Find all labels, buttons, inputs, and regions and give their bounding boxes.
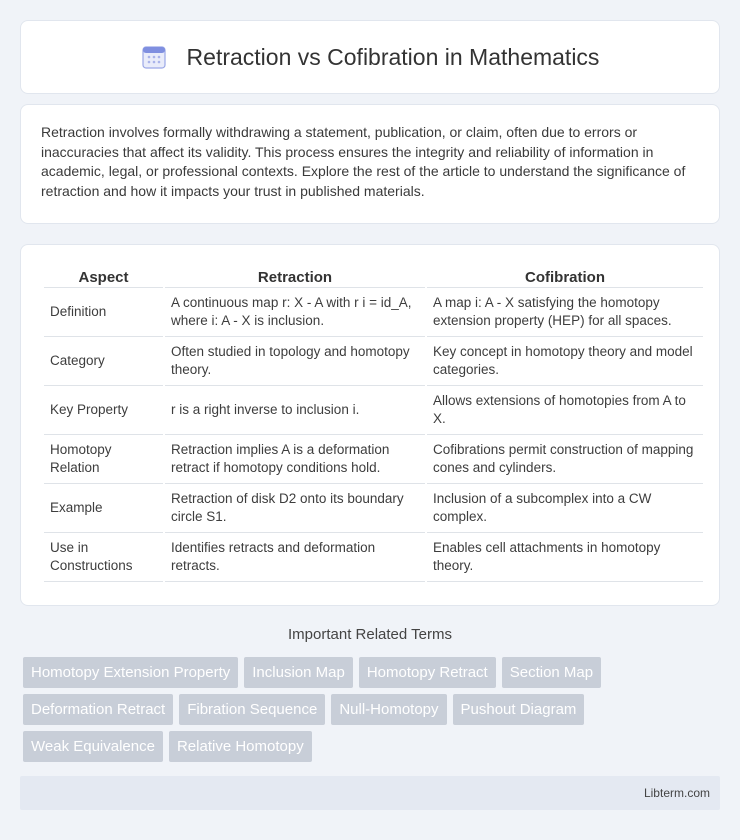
related-term-tag[interactable]: Pushout Diagram (453, 694, 585, 725)
table-cell: Use in Constructions (44, 533, 163, 582)
comparison-table (42, 265, 705, 582)
table-cell: Key Property (44, 386, 163, 435)
footer-site-link[interactable]: Libterm.com (643, 786, 710, 800)
calendar-icon (141, 44, 167, 70)
table-cell: Category (44, 337, 163, 386)
related-terms-title: Important Related Terms (288, 626, 452, 643)
column-header: Retraction (165, 265, 425, 288)
header-card (20, 20, 720, 94)
table-cell: Homotopy Relation (44, 435, 163, 484)
related-term-tag[interactable]: Relative Homotopy (169, 731, 312, 762)
table-cell: A map i: A - X satisfying the homotopy extension property (HEP) for all spaces. (427, 288, 703, 337)
related-terms-list (23, 657, 723, 768)
related-term-tag[interactable]: Inclusion Map (244, 657, 353, 688)
comparison-card (20, 244, 720, 606)
table-row (44, 386, 703, 435)
table-row (44, 435, 703, 484)
related-term-tag[interactable]: Section Map (502, 657, 601, 688)
table-cell: Example (44, 484, 163, 533)
table-cell: Often studied in topology and homotopy theory. (165, 337, 425, 386)
column-header: Cofibration (427, 265, 703, 288)
intro-text: Retraction involves formally withdrawing a statement, publication, or claim, often due to errors or inaccuracies that affect its validity. This process ensures the integrity and reliability of information in academic, legal, or professional contexts. Explore the rest of the article to understand the significance of retraction and how it impacts your trust in published materials. (41, 124, 686, 199)
page-title: Retraction vs Cofibration in Mathematics (186, 43, 600, 70)
table-cell: Allows extensions of homotopies from A to X. (427, 386, 703, 435)
related-term-tag[interactable]: Homotopy Retract (359, 657, 496, 688)
table-row (44, 288, 703, 337)
related-term-tag[interactable]: Deformation Retract (23, 694, 173, 725)
table-cell: Cofibrations permit construction of mapping cones and cylinders. (427, 435, 703, 484)
related-term-tag[interactable]: Null-Homotopy (331, 694, 446, 725)
table-row (44, 484, 703, 533)
table-cell: Enables cell attachments in homotopy theory. (427, 533, 703, 582)
table-cell: Definition (44, 288, 163, 337)
table-cell: r is a right inverse to inclusion i. (165, 386, 425, 435)
table-cell: A continuous map r: X - A with r i = id_A, where i: A - X is inclusion. (165, 288, 425, 337)
table-cell: Retraction implies A is a deformation retract if homotopy conditions hold. (165, 435, 425, 484)
table-cell: Retraction of disk D2 onto its boundary circle S1. (165, 484, 425, 533)
related-term-tag[interactable]: Fibration Sequence (179, 694, 325, 725)
table-cell: Key concept in homotopy theory and model categories. (427, 337, 703, 386)
related-term-tag[interactable]: Weak Equivalence (23, 731, 163, 762)
related-term-tag[interactable]: Homotopy Extension Property (23, 657, 238, 688)
table-header-row (44, 265, 703, 288)
table-cell: Identifies retracts and deformation retracts. (165, 533, 425, 582)
table-row (44, 533, 703, 582)
table-row (44, 337, 703, 386)
intro-card (20, 104, 720, 224)
column-header: Aspect (44, 265, 163, 288)
table-cell: Inclusion of a subcomplex into a CW complex. (427, 484, 703, 533)
footer (20, 776, 720, 810)
